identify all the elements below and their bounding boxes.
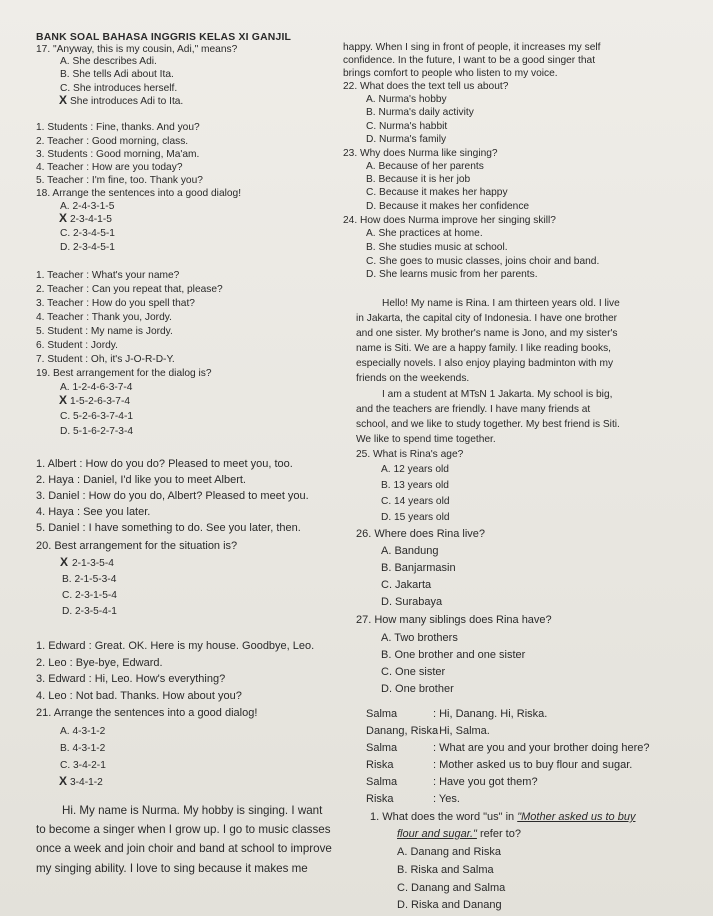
dialog-19-line-6: 6. Student : Jordy. bbox=[36, 340, 118, 351]
q1-quote-end: flour and sugar." bbox=[397, 828, 477, 840]
q18-option-a: A. 2-4-3-1-5 bbox=[60, 201, 115, 212]
q19-option-b: 1-5-2-6-3-7-4 bbox=[70, 396, 131, 407]
dialog-21-line-2: 2. Leo : Bye-bye, Edward. bbox=[36, 657, 163, 669]
q20-option-a: 2-1-3-5-4 bbox=[72, 558, 114, 569]
answer-mark: X bbox=[59, 93, 68, 107]
nurma-text-line-1: Hi. My name is Nurma. My hobby is singing. I want bbox=[62, 804, 323, 817]
dialog-20-line-3: 3. Daniel : How do you do, Albert? Pleased to meet you. bbox=[36, 490, 309, 502]
dialog-20-line-5: 5. Daniel : I have something to do. See you later, then. bbox=[36, 522, 301, 534]
dialog-19-line-4: 4. Teacher : Thank you, Jordy. bbox=[36, 312, 172, 323]
rina-text-line-2: in Jakarta, the capital city of Indonesia. I have one brother bbox=[356, 313, 618, 324]
dialog-speaker: Riska bbox=[366, 759, 394, 771]
q26-option-d: D. Surabaya bbox=[381, 596, 443, 608]
dialog-19-line-3: 3. Teacher : How do you spell that? bbox=[36, 298, 195, 309]
question-22-stem: 22. What does the text tell us about? bbox=[343, 81, 509, 92]
rina-text-line-8: and the teachers are friendly. I have many friends at bbox=[356, 404, 591, 415]
q17-option-a: A. She describes Adi. bbox=[60, 56, 157, 67]
q22-option-d: D. Nurma's family bbox=[366, 134, 447, 145]
q24-option-c: C. She goes to music classes, joins choir and band. bbox=[366, 256, 600, 267]
q19-option-c: C. 5-2-6-3-7-4-1 bbox=[60, 411, 134, 422]
q22-option-b: B. Nurma's daily activity bbox=[366, 107, 474, 118]
q1-option-b: B. Riska and Salma bbox=[397, 864, 494, 876]
answer-mark: X bbox=[59, 774, 68, 788]
question-27-stem: 27. How many siblings does Rina have? bbox=[356, 614, 552, 626]
q19-option-d: D. 5-1-6-2-7-3-4 bbox=[60, 426, 134, 437]
dialog-21-line-1: 1. Edward : Great. OK. Here is my house. Goodbye, Leo. bbox=[36, 640, 315, 652]
nurma-cont-line-3: brings comfort to people who listen to my voice. bbox=[343, 68, 558, 79]
rina-text-line-4: name is Siti. We are a happy family. I like reading books, bbox=[356, 343, 611, 354]
rina-text-line-9: school, and we like to study together. My best friend is Siti. bbox=[356, 419, 620, 430]
q26-option-c: C. Jakarta bbox=[381, 579, 432, 591]
nurma-text-line-3: once a week and join choir and band at school to improve bbox=[36, 842, 332, 855]
nurma-cont-line-2: confidence. In the future, I want to be a good singer that bbox=[343, 55, 596, 66]
q1-option-a: A. Danang and Riska bbox=[397, 846, 501, 858]
q18-option-d: D. 2-3-4-5-1 bbox=[60, 242, 115, 253]
answer-mark: X bbox=[59, 393, 68, 407]
q21-option-c: C. 3-4-2-1 bbox=[60, 760, 106, 771]
q26-option-b: B. Banjarmasin bbox=[381, 562, 456, 574]
question-21-stem: 21. Arrange the sentences into a good dialog! bbox=[36, 707, 258, 719]
dialog-18-line-3: 3. Students : Good morning, Ma'am. bbox=[36, 149, 200, 160]
dialog-21-line-4: 4. Leo : Not bad. Thanks. How about you? bbox=[36, 690, 242, 702]
q27-option-d: D. One brother bbox=[381, 683, 454, 695]
question-19-stem: 19. Best arrangement for the dialog is? bbox=[36, 368, 212, 379]
q20-option-b: B. 2-1-5-3-4 bbox=[62, 574, 117, 585]
q23-option-c: C. Because it makes her happy bbox=[366, 187, 508, 198]
question-18-stem: 18. Arrange the sentences into a good dialog! bbox=[36, 188, 242, 199]
q25-option-a: A. 12 years old bbox=[381, 464, 449, 475]
q24-option-a: A. She practices at home. bbox=[366, 228, 483, 239]
question-1-stem-cont bbox=[397, 828, 521, 841]
dialog-speaker: Salma bbox=[366, 776, 398, 788]
dialog-19-line-7: 7. Student : Oh, it's J-O-R-D-Y. bbox=[36, 354, 175, 365]
q18-option-c: C. 2-3-4-5-1 bbox=[60, 228, 115, 239]
q1-option-c: C. Danang and Salma bbox=[397, 882, 506, 894]
dialog-line: : Mother asked us to buy flour and sugar. bbox=[433, 759, 633, 771]
dialog-18-line-4: 4. Teacher : How are you today? bbox=[36, 162, 183, 173]
dialog-speaker: Riska bbox=[366, 793, 394, 805]
nurma-cont-line-1: happy. When I sing in front of people, it increases my self bbox=[343, 42, 601, 53]
q1-option-d: D. Riska and Danang bbox=[397, 899, 502, 911]
dialog-20-line-4: 4. Haya : See you later. bbox=[36, 506, 151, 518]
nurma-text-line-2: to become a singer when I grow up. I go to music classes bbox=[36, 823, 331, 836]
q27-option-b: B. One brother and one sister bbox=[381, 649, 526, 661]
question-20-stem: 20. Best arrangement for the situation is? bbox=[36, 540, 238, 552]
question-17-stem: 17. "Anyway, this is my cousin, Adi," means? bbox=[36, 44, 238, 55]
q24-option-d: D. She learns music from her parents. bbox=[366, 269, 538, 280]
q27-option-a: A. Two brothers bbox=[381, 632, 458, 644]
q25-option-b: B. 13 years old bbox=[381, 480, 449, 491]
dialog-line: : Yes. bbox=[433, 793, 460, 805]
q17-option-b: B. She tells Adi about Ita. bbox=[60, 69, 174, 80]
q17-option-c: C. She introduces herself. bbox=[60, 83, 178, 94]
dialog-line: : What are you and your brother doing here? bbox=[433, 742, 650, 754]
nurma-text-line-4: my singing ability. I love to sing because it makes me bbox=[36, 862, 308, 875]
dialog-speaker: Salma bbox=[366, 708, 398, 720]
q25-option-d: D. 15 years old bbox=[381, 512, 450, 523]
q18-option-b: 2-3-4-1-5 bbox=[70, 214, 112, 225]
rina-text-line-5: especially novels. I also enjoy playing badminton with my bbox=[356, 358, 614, 369]
q21-option-d: 3-4-1-2 bbox=[70, 777, 103, 788]
question-24-stem: 24. How does Nurma improve her singing skill? bbox=[343, 215, 556, 226]
rina-text-line-7: I am a student at MTsN 1 Jakarta. My school is big, bbox=[382, 389, 613, 400]
rina-text-line-10: We like to spend time together. bbox=[356, 434, 496, 445]
question-23-stem: 23. Why does Nurma like singing? bbox=[343, 148, 498, 159]
q21-option-a: A. 4-3-1-2 bbox=[60, 726, 106, 737]
answer-mark: X bbox=[60, 555, 69, 569]
q1-stem-start: 1. What does the word "us" in bbox=[370, 811, 518, 823]
question-26-stem: 26. Where does Rina live? bbox=[356, 528, 486, 540]
q27-option-c: C. One sister bbox=[381, 666, 446, 678]
dialog-19-line-5: 5. Student : My name is Jordy. bbox=[36, 326, 173, 337]
page-title: BANK SOAL BAHASA INGGRIS KELAS XI GANJIL bbox=[36, 32, 292, 43]
q17-option-d: She introduces Adi to Ita. bbox=[70, 96, 184, 107]
q21-option-b: B. 4-3-1-2 bbox=[60, 743, 106, 754]
dialog-21-line-3: 3. Edward : Hi, Leo. How's everything? bbox=[36, 673, 226, 685]
q24-option-b: B. She studies music at school. bbox=[366, 242, 508, 253]
answer-mark: X bbox=[59, 211, 68, 225]
q23-option-d: D. Because it makes her confidence bbox=[366, 201, 530, 212]
q20-option-c: C. 2-3-1-5-4 bbox=[62, 590, 117, 601]
q22-option-c: C. Nurma's habbit bbox=[366, 121, 448, 132]
q22-option-a: A. Nurma's hobby bbox=[366, 94, 447, 105]
dialog-line: : Hi, Salma. bbox=[433, 725, 490, 737]
question-25-stem: 25. What is Rina's age? bbox=[356, 449, 464, 460]
dialog-speaker: Danang, Riska bbox=[366, 725, 439, 737]
dialog-line: : Have you got them? bbox=[433, 776, 538, 788]
dialog-line: : Hi, Danang. Hi, Riska. bbox=[433, 708, 548, 720]
dialog-speaker: Salma bbox=[366, 742, 398, 754]
rina-text-line-6: friends on the weekends. bbox=[356, 373, 470, 384]
dialog-18-line-1: 1. Students : Fine, thanks. And you? bbox=[36, 122, 200, 133]
q23-option-a: A. Because of her parents bbox=[366, 161, 484, 172]
dialog-18-line-5: 5. Teacher : I'm fine, too. Thank you? bbox=[36, 175, 203, 186]
dialog-20-line-1: 1. Albert : How do you do? Pleased to meet you, too. bbox=[36, 458, 293, 470]
question-1-stem bbox=[370, 811, 635, 824]
rina-text-line-3: and one sister. My brother's name is Jono, and my sister's bbox=[356, 328, 618, 339]
q19-option-a: A. 1-2-4-6-3-7-4 bbox=[60, 382, 133, 393]
dialog-19-line-1: 1. Teacher : What's your name? bbox=[36, 270, 180, 281]
q1-quote: "Mother asked us to buy bbox=[517, 811, 636, 823]
q26-option-a: A. Bandung bbox=[381, 545, 439, 557]
q25-option-c: C. 14 years old bbox=[381, 496, 450, 507]
q23-option-b: B. Because it is her job bbox=[366, 174, 471, 185]
rina-text-line-1: Hello! My name is Rina. I am thirteen years old. I live bbox=[382, 298, 620, 309]
dialog-18-line-2: 2. Teacher : Good morning, class. bbox=[36, 136, 189, 147]
q20-option-d: D. 2-3-5-4-1 bbox=[62, 606, 117, 617]
dialog-19-line-2: 2. Teacher : Can you repeat that, please? bbox=[36, 284, 223, 295]
dialog-20-line-2: 2. Haya : Daniel, I'd like you to meet Albert. bbox=[36, 474, 246, 486]
q1-stem-end: refer to? bbox=[476, 828, 521, 840]
